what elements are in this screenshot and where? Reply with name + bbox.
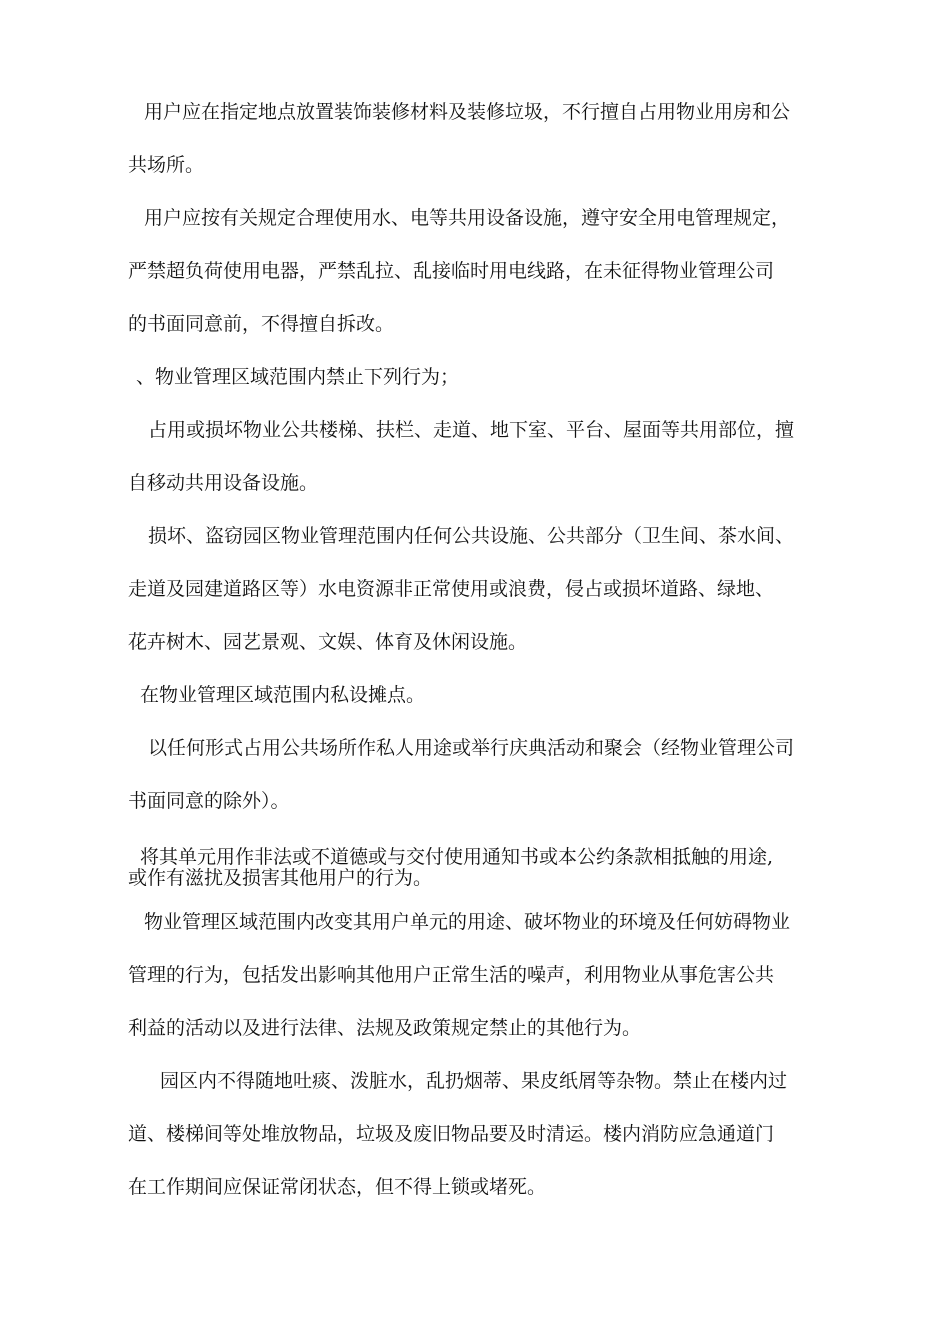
paragraph-hygiene-line-3: 在工作期间应保证常闭状态，但不得上锁或堵死。: [128, 1176, 547, 1198]
paragraph-damage-facilities-line-1: 损坏、盗窃园区物业管理范围内任何公共设施、公共部分（卫生间、茶水间、: [148, 525, 795, 547]
paragraph-decoration-materials-line-2: 共场所。: [128, 154, 205, 176]
paragraph-hygiene-line-2: 道、楼梯间等处堆放物品，垃圾及废旧物品要及时清运。楼内消防应急通道门: [128, 1123, 775, 1145]
paragraph-utilities-line-3: 的书面同意前，不得擅自拆改。: [128, 313, 395, 335]
paragraph-utilities-line-2: 严禁超负荷使用电器，严禁乱拉、乱接临时用电线路，在未征得物业管理公司: [128, 260, 775, 282]
paragraph-damage-facilities-line-2: 走道及园建道路区等）水电资源非正常使用或浪费，侵占或损坏道路、绿地、: [128, 578, 775, 600]
paragraph-damage-facilities-line-3: 花卉树木、园艺景观、文娱、体育及休闲设施。: [128, 631, 528, 653]
paragraph-illegal-use-line-2: 或作有滋扰及损害其他用户的行为。: [128, 867, 433, 889]
paragraph-occupy-common-areas-line-1: 占用或损坏物业公共楼梯、扶栏、走道、地下室、平台、屋面等共用部位，擅: [148, 419, 795, 441]
paragraph-hygiene-line-1: 园区内不得随地吐痰、泼脏水，乱扔烟蒂、果皮纸屑等杂物。禁止在楼内过: [160, 1070, 788, 1092]
paragraph-occupy-common-areas-line-2: 自移动共用设备设施。: [128, 472, 319, 494]
paragraph-stalls: 在物业管理区域范围内私设摊点。: [140, 684, 426, 706]
paragraph-private-use-line-1: 以任何形式占用公共场所作私人用途或举行庆典活动和聚会（经物业管理公司: [148, 737, 795, 759]
paragraph-decoration-materials-line-1: 用户应在指定地点放置装饰装修材料及装修垃圾，不行擅自占用物业用房和公: [144, 101, 791, 123]
paragraph-private-use-line-2: 书面同意的除外）。: [128, 790, 290, 812]
paragraph-change-use-line-2: 管理的行为，包括发出影响其他用户正常生活的噪声，利用物业从事危害公共: [128, 964, 775, 986]
paragraph-change-use-line-1: 物业管理区域范围内改变其用户单元的用途、破坏物业的环境及任何妨碍物业: [144, 911, 791, 933]
paragraph-utilities-line-1: 用户应按有关规定合理使用水、电等共用设备设施，遵守安全用电管理规定，: [144, 207, 791, 229]
paragraph-change-use-line-3: 利益的活动以及进行法律、法规及政策规定禁止的其他行为。: [128, 1017, 642, 1039]
section-heading-prohibited-acts: 、物业管理区域范围内禁止下列行为；: [136, 366, 460, 388]
paragraph-illegal-use-line-1: 将其单元用作非法或不道德或与交付使用通知书或本公约条款相抵触的用途,: [140, 846, 774, 868]
